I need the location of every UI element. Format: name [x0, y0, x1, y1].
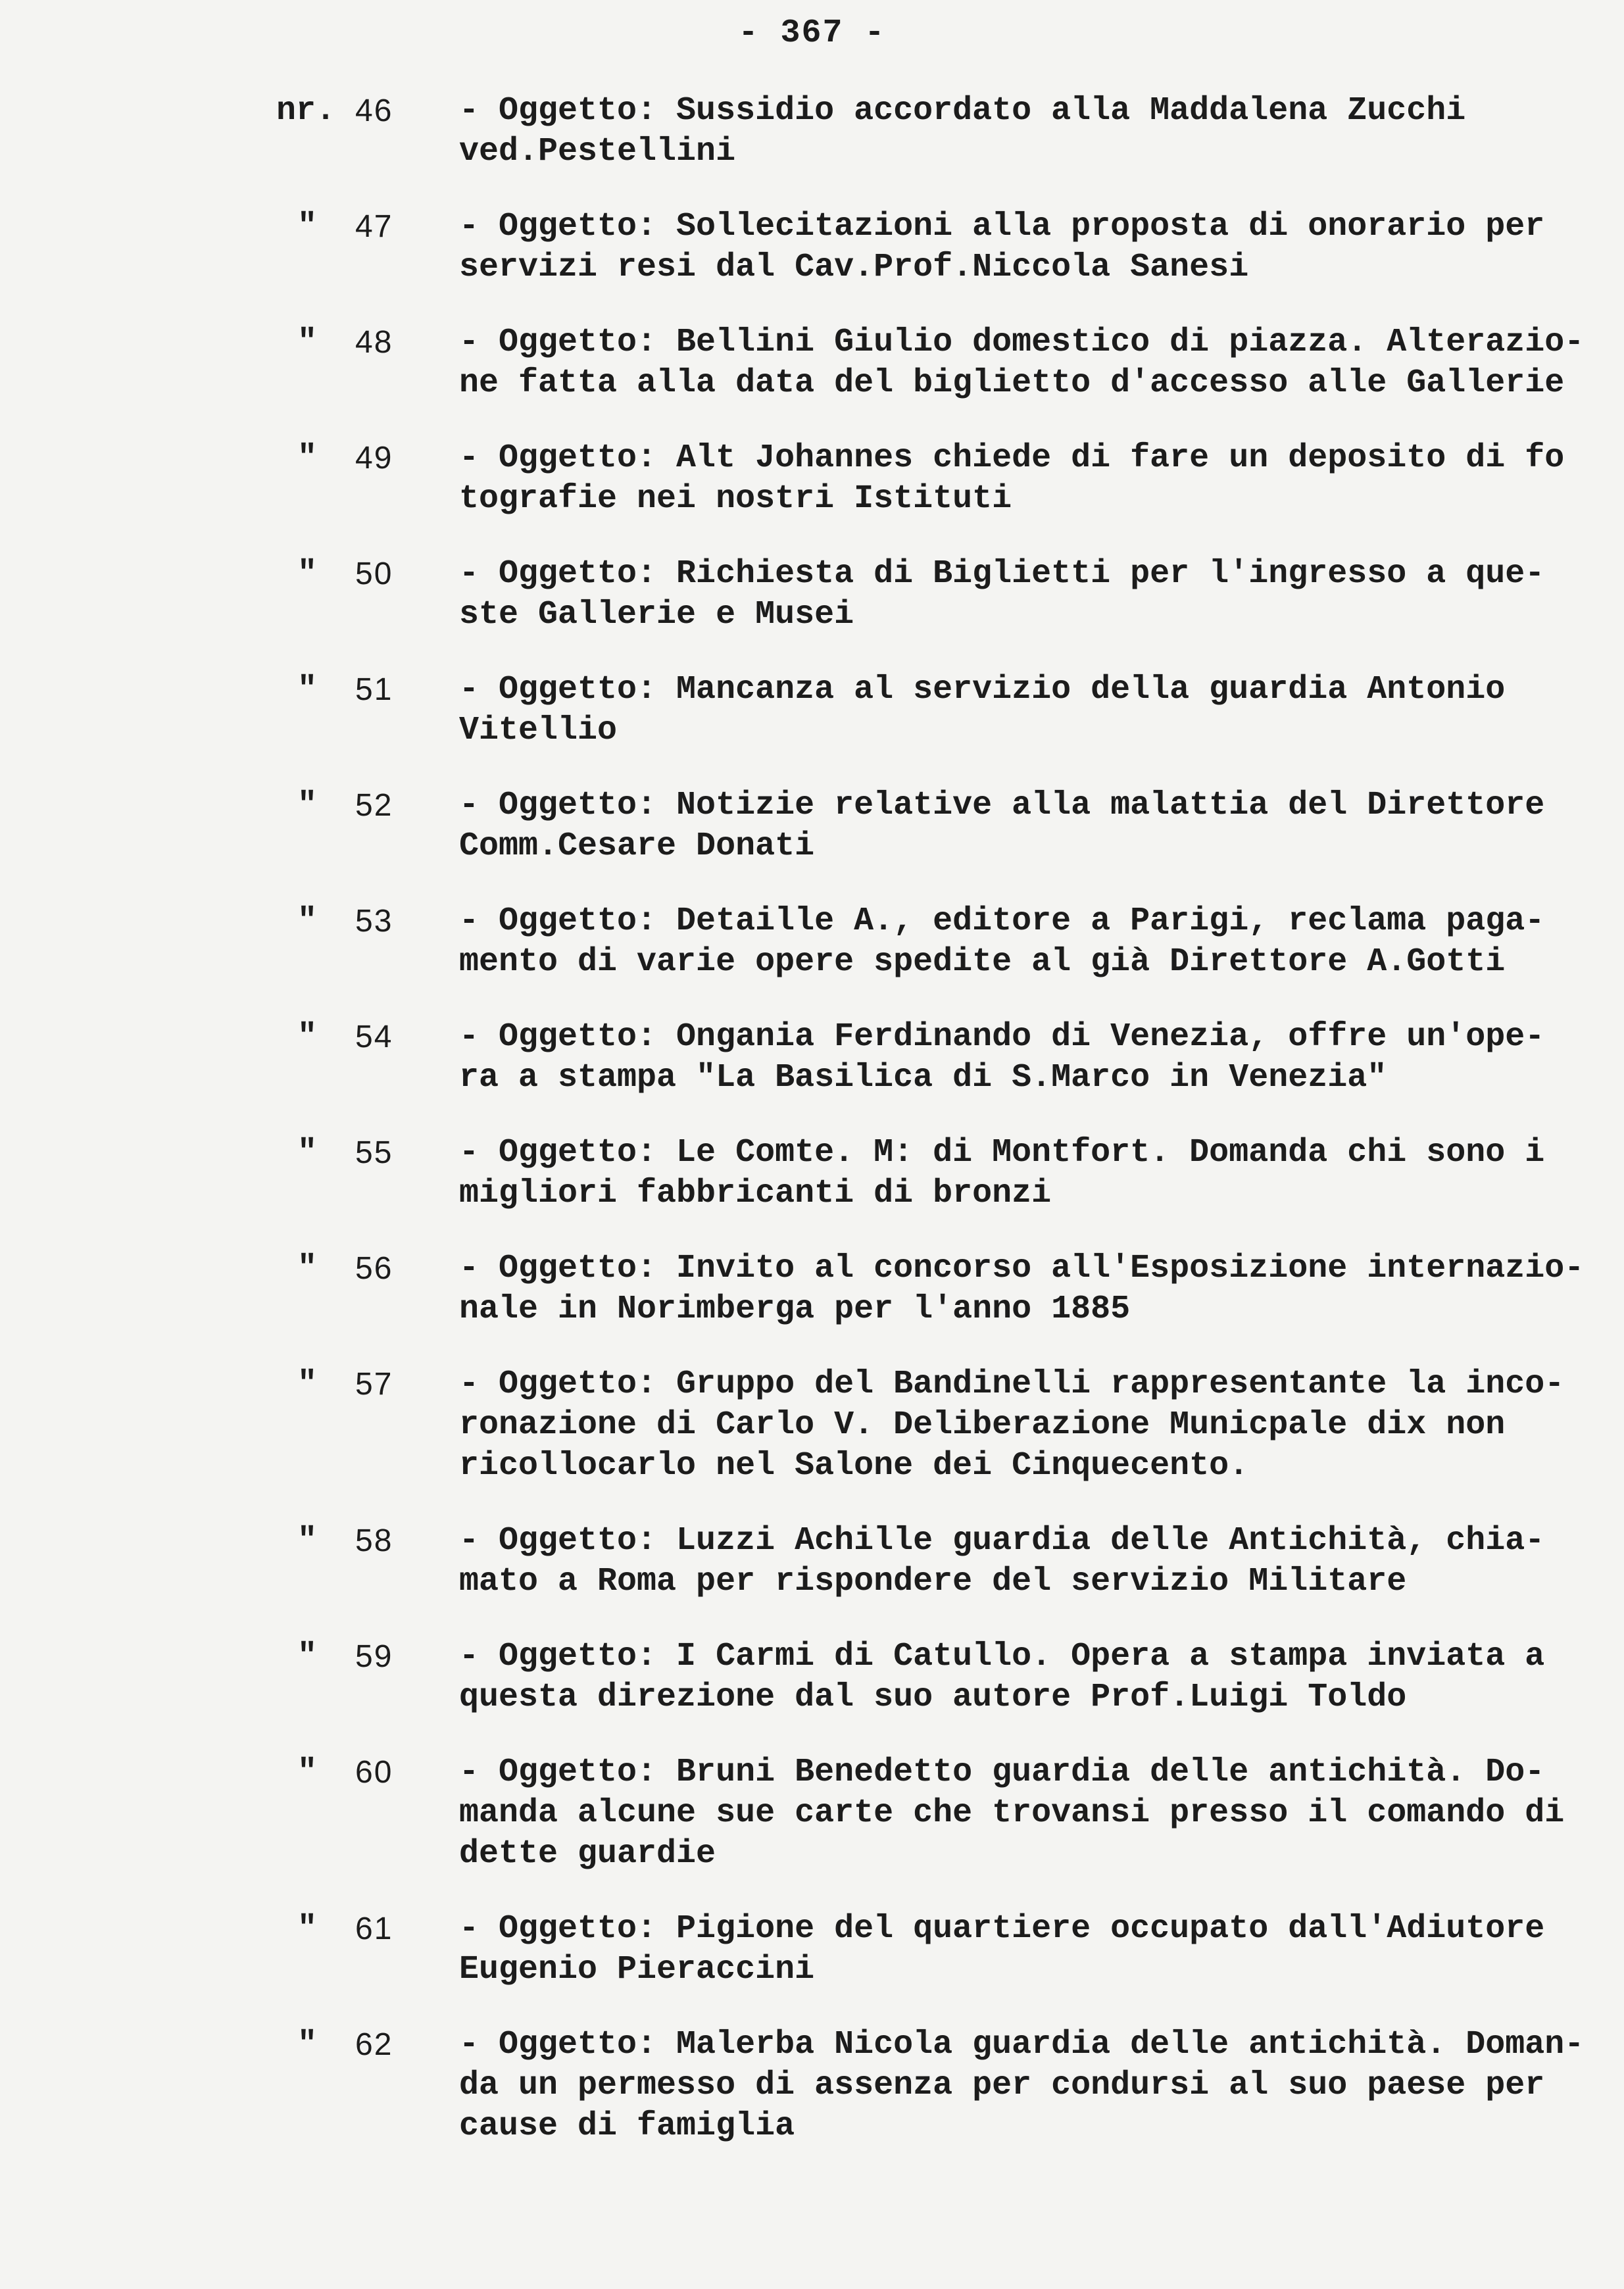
entry-label [0, 1637, 421, 1677]
entry-number: 59 [355, 1639, 393, 1674]
list-item [0, 1521, 1624, 1602]
entry-label [0, 1017, 421, 1058]
ditto-mark: " [297, 671, 318, 708]
ditto-mark: " [297, 1638, 318, 1675]
page-number: - 367 - [738, 14, 886, 52]
entry-text: - Oggetto: Sussidio accordato alla Maddalena Zucchi ved.Pestellini [459, 92, 1466, 170]
entry-label [0, 1909, 421, 1950]
entry-number: 51 [355, 672, 393, 707]
entry-number: 58 [355, 1523, 393, 1558]
ditto-mark: " [297, 439, 318, 477]
entry-label [0, 2025, 421, 2065]
entry-number: 46 [355, 93, 393, 128]
ditto-mark: " [297, 555, 318, 593]
entry-number: 61 [355, 1911, 393, 1946]
entry-text: - Oggetto: Luzzi Achille guardia delle Antichità, chia- mato a Roma per rispondere del servizio Militare [459, 1522, 1545, 1600]
list-item [0, 1752, 1624, 1875]
entry-text: - Oggetto: Pigione del quartiere occupato dall'Adiutore Eugenio Pieraccini [459, 1910, 1545, 1988]
entry-number: 54 [355, 1020, 393, 1054]
entry-label [0, 1364, 421, 1405]
entry-number: 48 [355, 325, 393, 360]
entry-label [0, 554, 421, 595]
entry-label [0, 901, 421, 942]
entry-label [0, 1133, 421, 1173]
ditto-mark: " [297, 1522, 318, 1560]
entry-text: - Oggetto: Bruni Benedetto guardia delle antichità. Do- manda alcune sue carte che trovansi presso il comando di dette guardie [459, 1754, 1565, 1873]
entry-text: - Oggetto: Sollecitazioni alla proposta di onorario per servizi resi dal Cav.Prof.Niccola Sanesi [459, 208, 1545, 286]
entry-label [0, 785, 421, 826]
entry-text: - Oggetto: Gruppo del Bandinelli rappresentante la inco- ronazione di Carlo V. Deliberazione Municpale dix non ricollocarlo nel Salone dei Cinquecento. [459, 1366, 1565, 1485]
list-item [0, 1017, 1624, 1098]
entry-number: 49 [355, 441, 393, 476]
entry-label [0, 1521, 421, 1562]
entry-number: 57 [355, 1367, 393, 1402]
entry-number: 55 [355, 1135, 393, 1170]
entry-label [0, 438, 421, 479]
list-item [0, 1248, 1624, 1330]
entry-label [0, 1752, 421, 1793]
entry-label [0, 322, 421, 363]
ditto-mark: " [297, 324, 318, 361]
entry-text: - Oggetto: Ongania Ferdinando di Venezia, offre un'ope- ra a stampa "La Basilica di S.Marco in Venezia" [459, 1018, 1545, 1096]
entry-number: 60 [355, 1755, 393, 1790]
entry-text: - Oggetto: Richiesta di Biglietti per l'ingresso a que- ste Gallerie e Musei [459, 555, 1545, 633]
list-item [0, 322, 1624, 404]
ditto-mark: " [297, 1134, 318, 1171]
entry-text: - Oggetto: Le Comte. M: di Montfort. Domanda chi sono i migliori fabbricanti di bronzi [459, 1134, 1545, 1212]
entry-text: - Oggetto: Detaille A., editore a Parigi, reclama paga- mento di varie opere spedite al già Direttore A.Gotti [459, 902, 1545, 981]
entry-number: 53 [355, 904, 393, 939]
list-item [0, 670, 1624, 751]
ditto-mark: " [297, 787, 318, 824]
entry-prefix: nr. [276, 92, 336, 130]
ditto-mark: " [297, 1018, 318, 1056]
entry-text: - Oggetto: Alt Johannes chiede di fare un deposito di fo tografie nei nostri Istituti [459, 439, 1565, 518]
entry-text: - Oggetto: Mancanza al servizio della guardia Antonio Vitellio [459, 671, 1506, 749]
entry-label [0, 1248, 421, 1289]
list-item [0, 554, 1624, 635]
entry-text: - Oggetto: Notizie relative alla malattia del Direttore Comm.Cesare Donati [459, 787, 1545, 865]
entry-text: - Oggetto: I Carmi di Catullo. Opera a stampa inviata a questa direzione dal suo autore Prof.Luigi Toldo [459, 1638, 1545, 1716]
ditto-mark: " [297, 1366, 318, 1403]
entry-text: - Oggetto: Malerba Nicola guardia delle antichità. Doman- da un permesso di assenza per condursi al suo paese per cause di famiglia [459, 2026, 1585, 2145]
entry-text: - Oggetto: Invito al concorso all'Esposizione internazio- nale in Norimberga per l'anno 1885 [459, 1250, 1585, 1328]
list-item [0, 1364, 1624, 1487]
entry-label [0, 670, 421, 710]
list-item [0, 438, 1624, 520]
ditto-mark: " [297, 1910, 318, 1948]
list-item [0, 2025, 1624, 2147]
entry-number: 50 [355, 556, 393, 591]
list-item [0, 1909, 1624, 1990]
entry-label [0, 91, 421, 132]
entry-text: - Oggetto: Bellini Giulio domestico di piazza. Alterazio- ne fatta alla data del biglietto d'accesso alle Gallerie [459, 324, 1585, 402]
entry-number: 56 [355, 1251, 393, 1286]
list-item [0, 901, 1624, 983]
ditto-mark: " [297, 1250, 318, 1287]
entry-number: 62 [355, 2027, 393, 2062]
list-item [0, 207, 1624, 288]
entry-label [0, 207, 421, 247]
entry-number: 47 [355, 209, 393, 244]
ditto-mark: " [297, 208, 318, 245]
ditto-mark: " [297, 902, 318, 940]
list-item [0, 91, 1624, 172]
entry-list [0, 91, 1624, 2181]
list-item [0, 785, 1624, 867]
entry-number: 52 [355, 788, 393, 823]
list-item [0, 1637, 1624, 1718]
ditto-mark: " [297, 2026, 318, 2063]
list-item [0, 1133, 1624, 1214]
ditto-mark: " [297, 1754, 318, 1791]
